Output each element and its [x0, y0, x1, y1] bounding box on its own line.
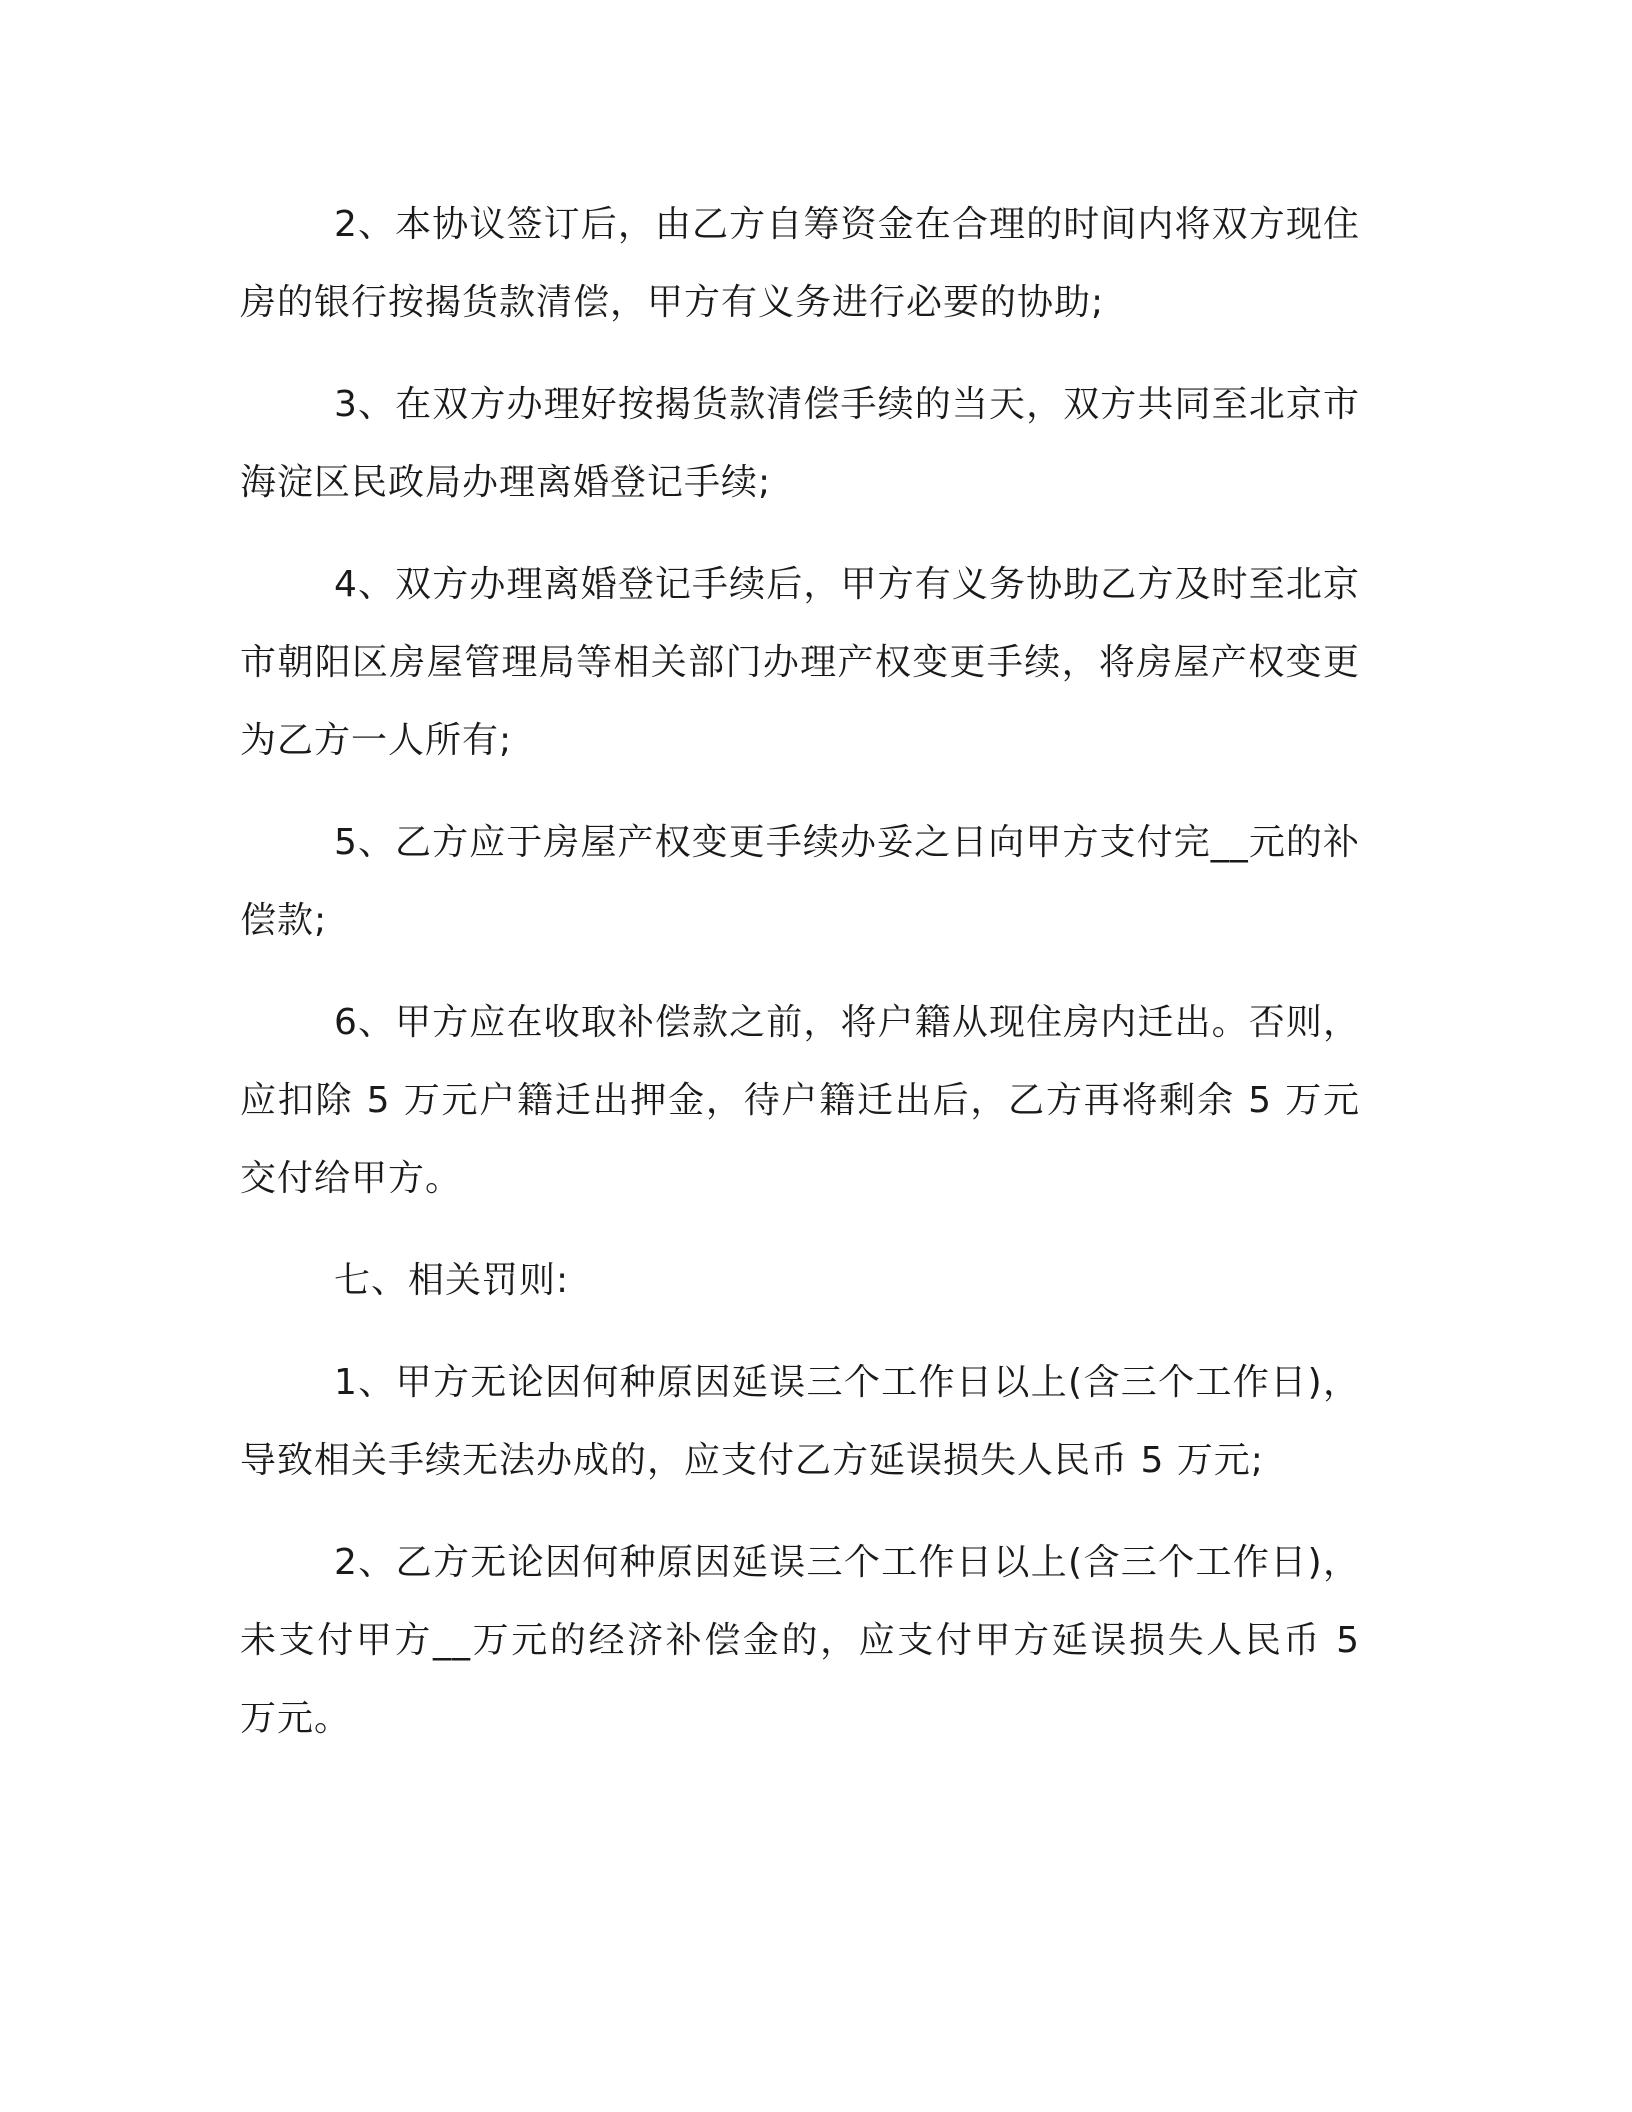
clause-6-paragraph: 6、甲方应在收取补偿款之前，将户籍从现住房内迁出。否则，应扣除 5 万元户籍迁出押金，待户籍迁出后，乙方再将剩余 5 万元交付给甲方。	[240, 1002, 1360, 1199]
penalty-2-paragraph: 2、乙方无论因何种原因延误三个工作日以上(含三个工作日)，未支付甲方__万元的经济补偿金的，应支付甲方延误损失人民币 5 万元。	[240, 1542, 1360, 1739]
clause-5-paragraph: 5、乙方应于房屋产权变更手续办妥之日向甲方支付完__元的补偿款;	[240, 822, 1360, 941]
clause-2-paragraph: 2、本协议签订后，由乙方自筹资金在合理的时间内将双方现住房的银行按揭货款清偿，甲方有义务进行必要的协助;	[240, 204, 1360, 323]
penalty-1-paragraph: 1、甲方无论因何种原因延误三个工作日以上(含三个工作日)，导致相关手续无法办成的，应支付乙方延误损失人民币 5 万元;	[240, 1362, 1360, 1481]
clause-3-paragraph: 3、在双方办理好按揭货款清偿手续的当天，双方共同至北京市海淀区民政局办理离婚登记手续;	[240, 384, 1360, 503]
section-heading-penalties: 七、相关罚则:	[334, 1260, 570, 1301]
document-body	[240, 186, 1360, 1782]
clause-4-paragraph: 4、双方办理离婚登记手续后，甲方有义务协助乙方及时至北京市朝阳区房屋管理局等相关部门办理产权变更手续，将房屋产权变更为乙方一人所有;	[240, 564, 1360, 761]
